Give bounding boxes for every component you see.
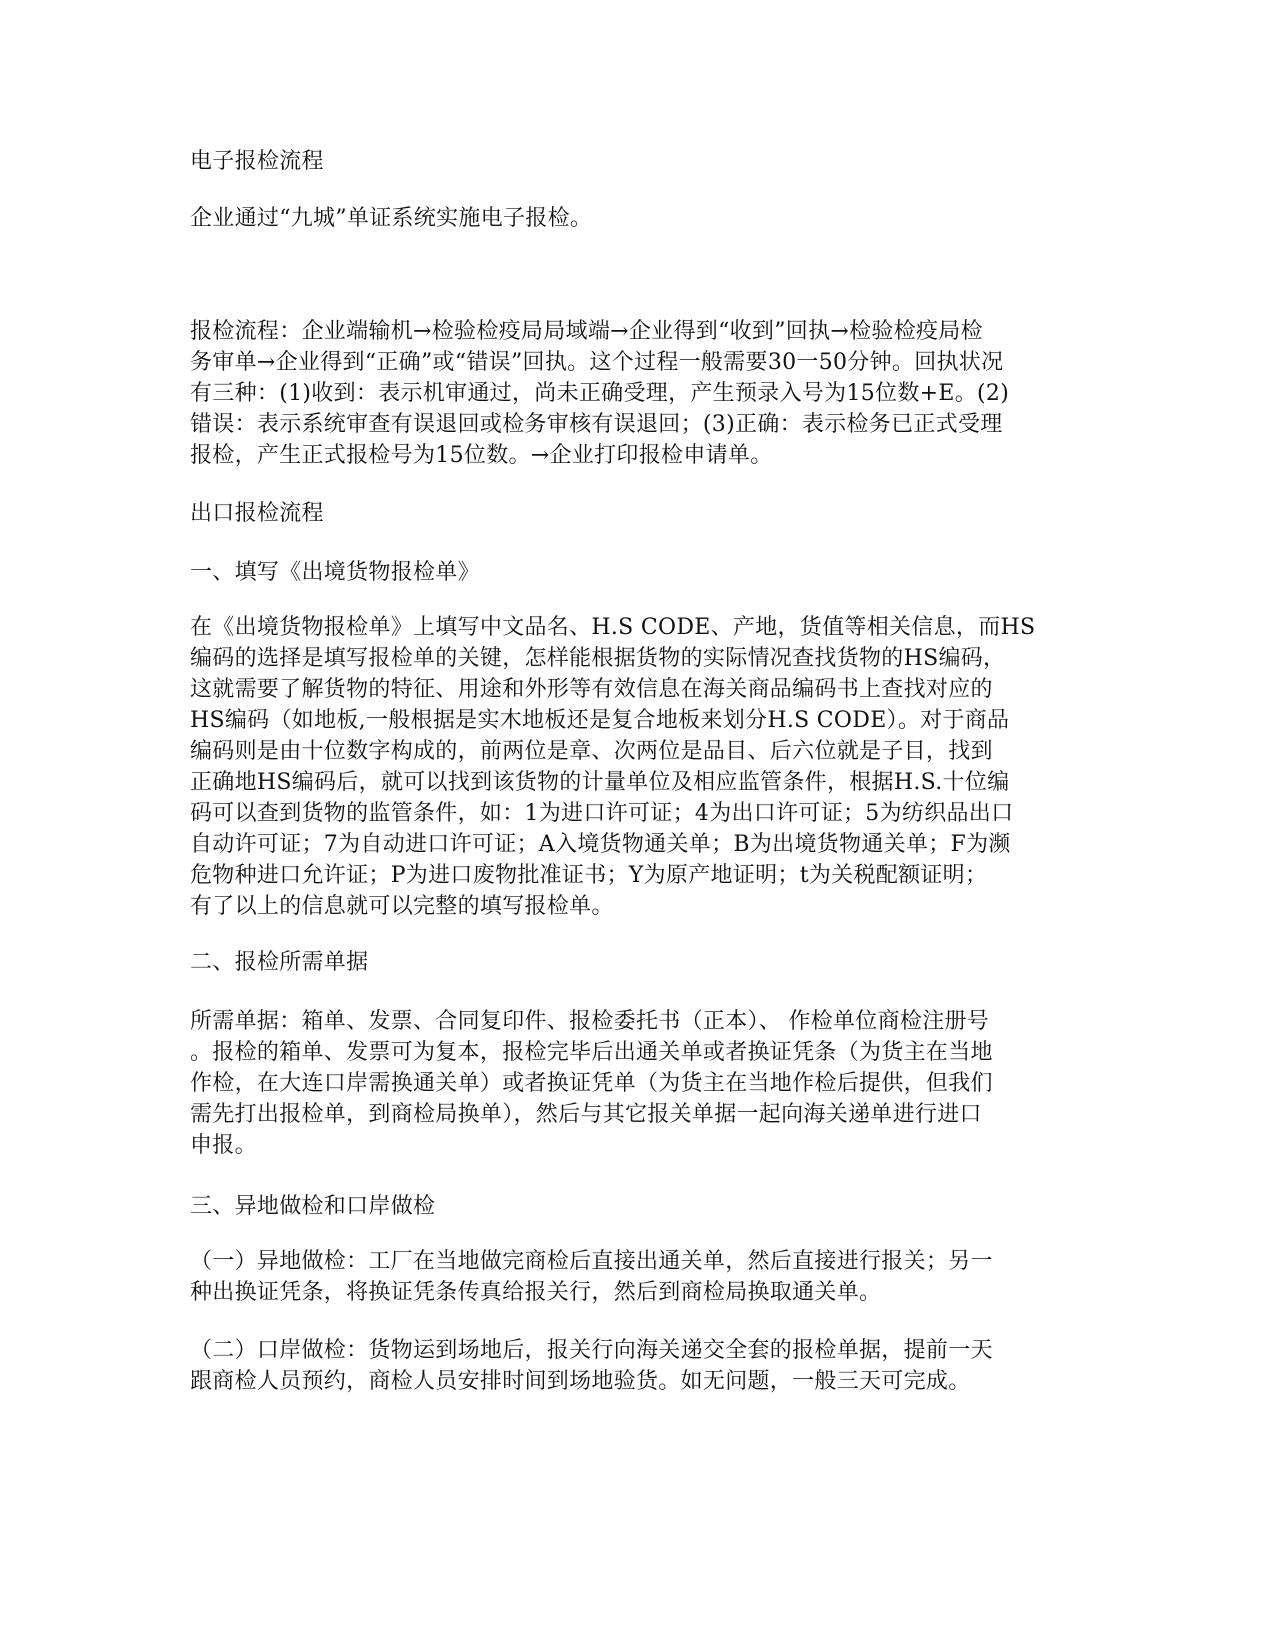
intro-paragraph: 企业通过“九城”单证系统实施电子报检。 <box>190 206 593 231</box>
section2-paragraph: 所需单据：箱单、发票、合同复印件、报检委托书（正本）、 作检单位商检注册号 。报检的箱单、发票可为复本，报检完毕后出通关单或者换证凭条（为货主在当地 作检，在大连口岸需换通关单）或者换证凭单（为货主在当地作检后提供，但我们 需先打出报检单，到商检局换单），然后与其它报关单据一起向海关递单进行进口 申报。 <box>190 1009 993 1158</box>
section1-title: 一、填写《出境货物报检单》 <box>190 560 480 585</box>
document-title: 电子报检流程 <box>190 149 324 174</box>
section1-paragraph: 在《出境货物报检单》上填写中文品名、H.S CODE、产地，货值等相关信息，而HS 编码的选择是填写报检单的关键，怎样能根据货物的实际情况查找货物的HS编码， 这就需要了解货物的特征、用途和外形等有效信息在海关商品编码书上查找对应的 HS编码（如地板,一般根据是实木地板还是复合地板来划分H.S CODE）。对于商品 编码则是由十位数字构成的，前两位是章、次两位是品目、后六位就是子目，找到 正确地HS编码后，就可以找到该货物的计量单位及相应监管条件，根据H.S.十位编 码可以查到货物的监管条件，如：1为进口许可证；4为出口许可证；5为纺织品出口 自动许可证；7为自动进口许可证；A入境货物通关单；B为出境货物通关单；F为濒 危物种进口允许证；P为进口废物批准证书；Y为原产地证明；t为关税配额证明； 有了以上的信息就可以完整的填写报检单。 <box>190 615 1036 919</box>
section3-part1-paragraph: （一）异地做检：工厂在当地做完商检后直接出通关单，然后直接进行报关；另一 种出换证凭条，将换证凭条传真给报关行，然后到商检局换取通关单。 <box>190 1249 993 1305</box>
section3-title: 三、异地做检和口岸做检 <box>190 1194 436 1219</box>
export-title: 出口报检流程 <box>190 501 324 526</box>
section2-title: 二、报检所需单据 <box>190 950 369 975</box>
section3-part2-paragraph: （二）口岸做检：货物运到场地后，报关行向海关递交全套的报检单据，提前一天 跟商检人员预约，商检人员安排时间到场地验货。如无问题，一般三天可完成。 <box>190 1338 993 1394</box>
process-paragraph: 报检流程：企业端输机→检验检疫局局域端→企业得到“收到”回执→检验检疫局检 务审单→企业得到“正确”或“错误”回执。这个过程一般需要30一50分钟。回执状况 有三种：(1)收到：表示机审通过，尚未正确受理，产生预录入号为15位数+E。(2) 错误：表示系统审查有误退回或检务审核有误退回；(3)正确：表示检务已正式受理 报检，产生正式报检号为15位数。→企业打印报检申请单。 <box>190 319 1010 468</box>
